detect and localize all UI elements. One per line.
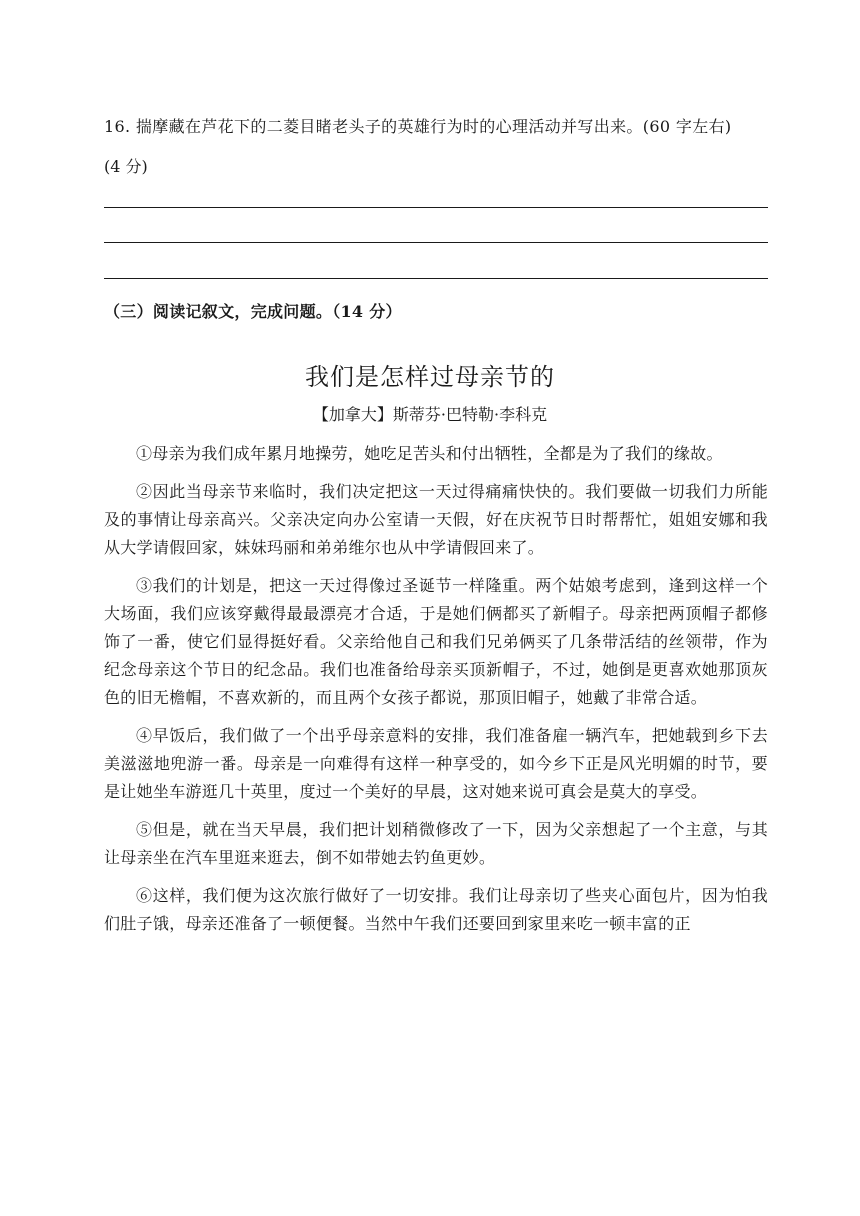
- paragraph-5: ⑤但是，就在当天早晨，我们把计划稍微修改了一下，因为父亲想起了一个主意，与其让母亲坐在汽车里逛来逛去，倒不如带她去钓鱼更妙。: [104, 820, 768, 867]
- answer-line: [104, 278, 768, 279]
- section-heading: （三）阅读记叙文，完成问题。（14 分）: [104, 302, 402, 321]
- question-score: (4 分): [104, 157, 148, 176]
- paragraph-4: ④早饭后，我们做了一个出乎母亲意料的安排，我们准备雇一辆汽车，把她载到乡下去美滋滋地兜游一番。母亲是一向难得有这样一种享受的，如今乡下正是风光明媚的时节，要是让她坐车游逛几十英里，度过一个美好的早晨，这对她来说可真会是莫大的享受。: [104, 726, 768, 801]
- question-16: [104, 117, 768, 177]
- answer-line: [104, 207, 768, 208]
- paragraph-2: ②因此当母亲节来临时，我们决定把这一天过得痛痛快快的。我们要做一切我们力所能及的事情让母亲高兴。父亲决定向办公室请一天假，好在庆祝节日时帮帮忙，姐姐安娜和我从大学请假回家，妹妹玛丽和弟弟维尔也从中学请假回来了。: [104, 482, 768, 557]
- article-author: 【加拿大】斯蒂芬·巴特勒·李科克: [312, 405, 548, 424]
- paragraph-3: ③我们的计划是，把这一天过得像过圣诞节一样隆重。两个姑娘考虑到，逢到这样一个大场面，我们应该穿戴得最最漂亮才合适，于是她们俩都买了新帽子。母亲把两顶帽子都修饰了一番，使它们显得挺好看。父亲给他自己和我们兄弟俩买了几条带活结的丝领带，作为纪念母亲这个节日的纪念品。我们也准备给母亲买顶新帽子，不过，她倒是更喜欢她那顶灰色的旧无檐帽，不喜欢新的，而且两个女孩子都说，那顶旧帽子，她戴了非常合适。: [104, 576, 768, 707]
- question-text: 16. 揣摩藏在芦花下的二菱目睹老头子的英雄行为时的心理活动并写出来。(60 字左右): [104, 117, 732, 136]
- paragraph-1: ①母亲为我们成年累月地操劳，她吃足苦头和付出牺牲，全都是为了我们的缘故。: [136, 444, 723, 463]
- paragraph-6: ⑥这样，我们便为这次旅行做好了一切安排。我们让母亲切了些夹心面包片，因为怕我们肚子饿，母亲还准备了一顿便餐。当然中午我们还要回到家里来吃一顿丰富的正: [104, 886, 768, 933]
- article-body: [104, 440, 768, 938]
- article-title: 我们是怎样过母亲节的: [305, 363, 555, 391]
- answer-line: [104, 242, 768, 243]
